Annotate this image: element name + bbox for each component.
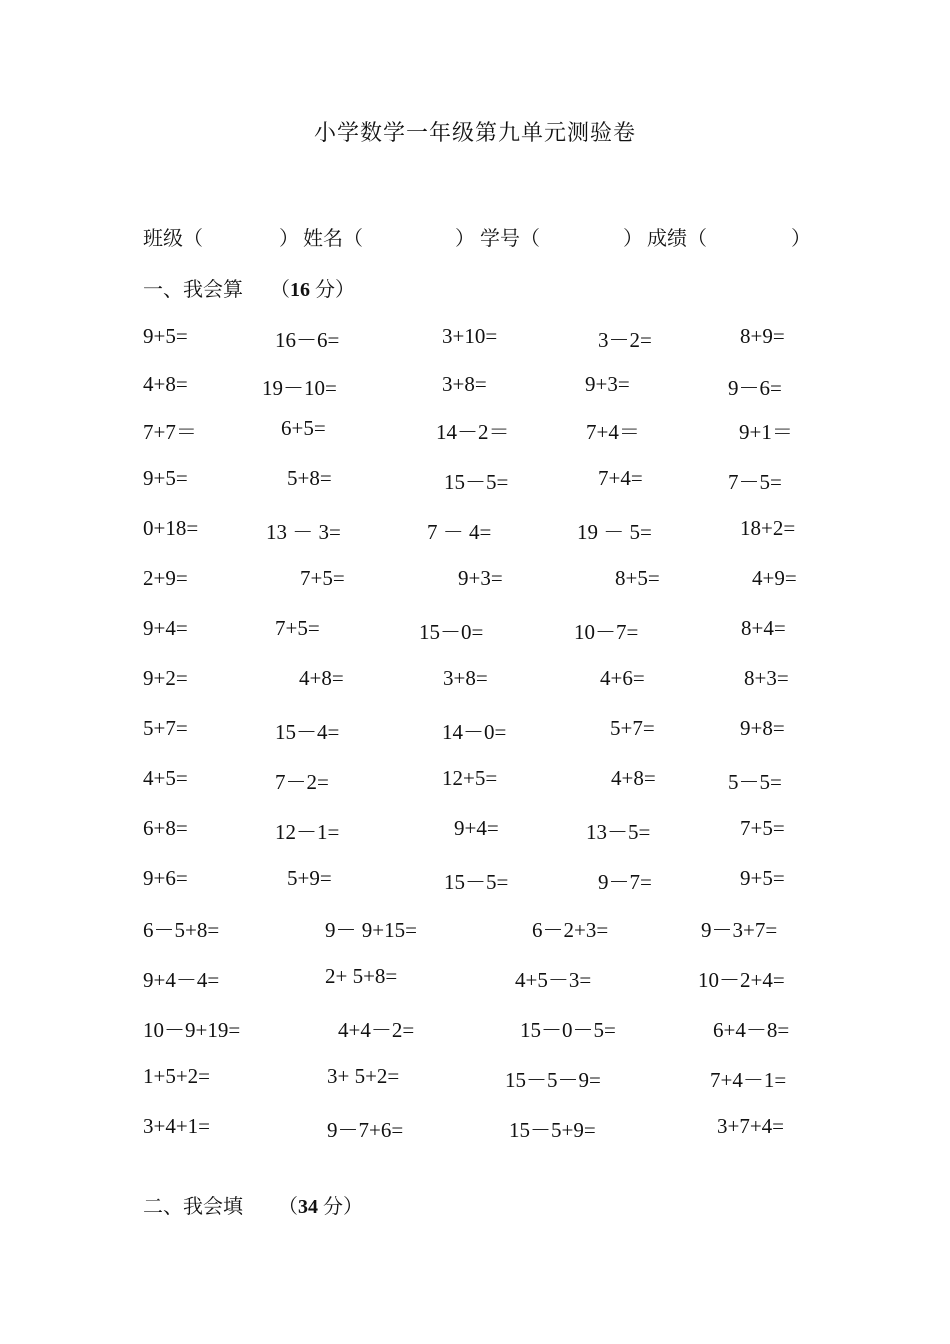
score-close: ） (791, 228, 811, 250)
arithmetic-problem: 6+5= (281, 416, 326, 440)
arithmetic-problem: 9+4－4= (143, 968, 220, 992)
arithmetic-problem: 4+4－2= (338, 1018, 415, 1042)
arithmetic-problem: 8+5= (615, 566, 660, 590)
arithmetic-problem: 4+8= (611, 766, 656, 790)
arithmetic-problem: 9+5= (143, 466, 188, 490)
number-close: ） (623, 228, 643, 250)
arithmetic-problem: 12－1= (275, 820, 340, 844)
arithmetic-problem: 7+4= (598, 466, 643, 490)
arithmetic-problem: 9+4= (454, 816, 499, 840)
section-1-open: （ (270, 279, 290, 301)
arithmetic-problem: 16－6= (275, 328, 340, 352)
arithmetic-problem: 9－7+6= (327, 1118, 404, 1142)
section-2-unit: 分） (323, 1196, 363, 1218)
arithmetic-problem: 13－5= (586, 820, 651, 844)
arithmetic-problem: 15－5+9= (509, 1118, 596, 1142)
section-1-label: 一、我会算 (143, 279, 243, 301)
arithmetic-problem: 8+9= (740, 324, 785, 348)
page-title: 小学数学一年级第九单元测验卷 (313, 120, 636, 145)
arithmetic-problem: 3－2= (598, 328, 652, 352)
arithmetic-problem: 4+8= (143, 372, 188, 396)
arithmetic-problem: 3+8= (443, 666, 488, 690)
arithmetic-problem: 19－10= (262, 376, 337, 400)
arithmetic-problem: 14－2＝ (436, 420, 510, 444)
arithmetic-problem: 10－7= (574, 620, 639, 644)
arithmetic-problem: 9+3= (458, 566, 503, 590)
arithmetic-problem: 7+4＝ (586, 420, 640, 444)
arithmetic-problem: 15－5= (444, 470, 509, 494)
arithmetic-problem: 2+9= (143, 566, 188, 590)
arithmetic-problem: 3+10= (442, 324, 498, 348)
score-label: 成绩（ (647, 228, 707, 250)
section-1-points: 16 (290, 279, 310, 301)
arithmetic-problem: 19 － 5= (577, 520, 652, 544)
section-2-heading (143, 1190, 363, 1219)
class-close: ） (279, 228, 299, 250)
arithmetic-problem: 9－6= (728, 376, 782, 400)
name-label: 姓名（ (303, 228, 363, 250)
arithmetic-problem: 4+5－3= (515, 968, 592, 992)
class-label: 班级（ (143, 228, 203, 250)
arithmetic-problem: 9－ 9+15= (325, 918, 417, 942)
arithmetic-problem: 6－2+3= (532, 918, 609, 942)
arithmetic-problem: 0+18= (143, 516, 199, 540)
arithmetic-problem: 8+3= (744, 666, 789, 690)
arithmetic-problem: 7+5= (740, 816, 785, 840)
section-2-points: 34 (298, 1196, 318, 1218)
arithmetic-problem: 2+ 5+8= (325, 964, 398, 988)
arithmetic-problem: 3+8= (442, 372, 487, 396)
arithmetic-problem: 7+5= (275, 616, 320, 640)
arithmetic-problem: 3+4+1= (143, 1114, 211, 1138)
arithmetic-problem: 9+8= (740, 716, 785, 740)
arithmetic-problem: 9+6= (143, 866, 188, 890)
arithmetic-problem: 5+9= (287, 866, 332, 890)
arithmetic-problem: 14－0= (442, 720, 507, 744)
arithmetic-problem: 9－7= (598, 870, 652, 894)
arithmetic-problem: 7+7＝ (143, 420, 197, 444)
arithmetic-problem: 3+ 5+2= (327, 1064, 400, 1088)
arithmetic-problem: 7+5= (300, 566, 345, 590)
section-2-label: 二、我会填 (143, 1196, 243, 1218)
arithmetic-problem: 15－5= (444, 870, 509, 894)
number-label: 学号（ (480, 228, 540, 250)
arithmetic-problem: 15－0－5= (520, 1018, 616, 1042)
arithmetic-problem: 7－5= (728, 470, 782, 494)
arithmetic-problem: 10－2+4= (698, 968, 785, 992)
arithmetic-problem: 9+4= (143, 616, 188, 640)
arithmetic-problem: 9+3= (585, 372, 630, 396)
arithmetic-problem: 9+1＝ (739, 420, 793, 444)
section-2-open: （ (278, 1196, 298, 1218)
arithmetic-problem: 9+5= (143, 324, 188, 348)
arithmetic-problem: 5+7= (143, 716, 188, 740)
arithmetic-problem: 5+7= (610, 716, 655, 740)
arithmetic-problem: 10－9+19= (143, 1018, 241, 1042)
arithmetic-problem: 5+8= (287, 466, 332, 490)
arithmetic-problem: 9+2= (143, 666, 188, 690)
arithmetic-problem: 15－4= (275, 720, 340, 744)
arithmetic-problem: 7+4－1= (710, 1068, 787, 1092)
arithmetic-problem: 4+8= (299, 666, 344, 690)
arithmetic-problem: 9－3+7= (701, 918, 778, 942)
name-close: ） (455, 228, 475, 250)
arithmetic-problem: 4+5= (143, 766, 188, 790)
section-1-unit: 分） (315, 279, 355, 301)
arithmetic-problem: 7－2= (275, 770, 329, 794)
arithmetic-problem: 3+7+4= (717, 1114, 785, 1138)
arithmetic-problem: 15－5－9= (505, 1068, 601, 1092)
arithmetic-problem: 9+5= (740, 866, 785, 890)
arithmetic-problem: 8+4= (741, 616, 786, 640)
arithmetic-problem: 6+4－8= (713, 1018, 790, 1042)
arithmetic-problem: 6－5+8= (143, 918, 220, 942)
arithmetic-problem: 12+5= (442, 766, 498, 790)
arithmetic-problem: 15－0= (419, 620, 484, 644)
arithmetic-problem: 5－5= (728, 770, 782, 794)
arithmetic-problem: 4+6= (600, 666, 645, 690)
arithmetic-problem: 18+2= (740, 516, 796, 540)
arithmetic-problem: 13 － 3= (266, 520, 341, 544)
section-1-heading (143, 273, 355, 302)
arithmetic-problem: 6+8= (143, 816, 188, 840)
arithmetic-problem: 7 － 4= (427, 520, 492, 544)
arithmetic-problem: 4+9= (752, 566, 797, 590)
arithmetic-problem: 1+5+2= (143, 1064, 211, 1088)
